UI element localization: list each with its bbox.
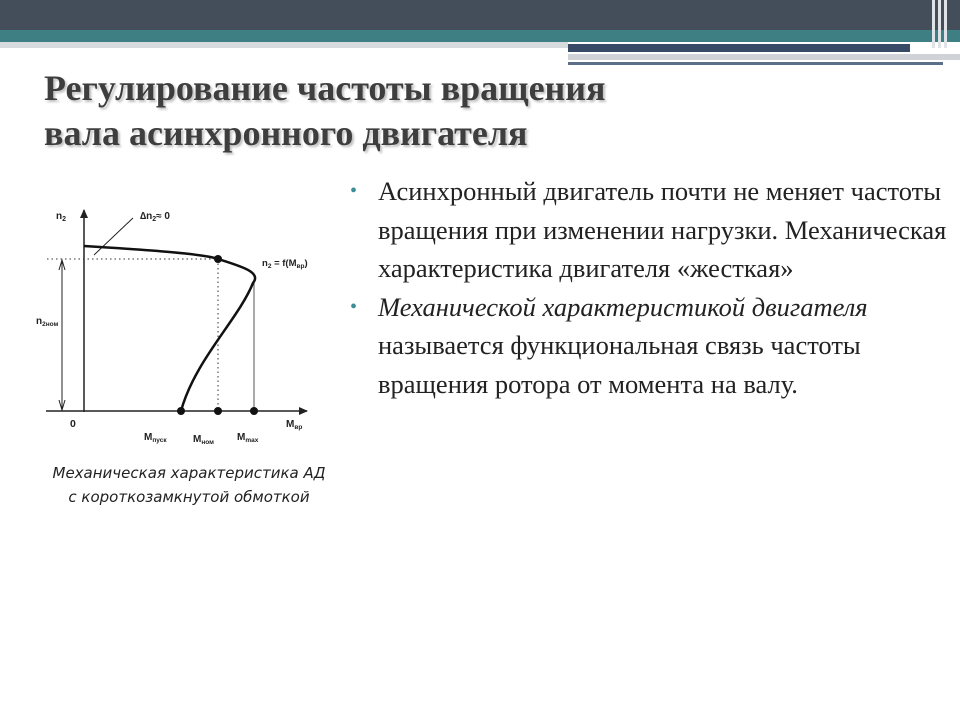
corner-stripe [932, 0, 935, 48]
corner-stripe [944, 0, 947, 48]
nominal-point [214, 255, 222, 263]
bullet-term: Механической характеристикой двигателя [378, 291, 868, 322]
header-bar-dark [0, 0, 960, 30]
nominal-torque-point [214, 407, 222, 415]
bullet-item [348, 288, 948, 404]
label-origin-zero: 0 [70, 418, 76, 430]
header-stripe-grey-2 [568, 54, 960, 60]
start-torque-point [177, 407, 185, 415]
bullet-text: называется функциональная связь частоты вращения ротора от момента на валу. [378, 330, 861, 399]
characteristic-curve [84, 246, 255, 411]
slide-title: Регулирование частоты вращения вала асинхронного двигателя [44, 68, 606, 153]
corner-stripe [938, 0, 941, 48]
header-stripe-navy [568, 44, 910, 52]
header-stripe-navy-2 [568, 62, 943, 65]
header-bar-teal [0, 30, 960, 42]
bullet-dot-icon: • [350, 295, 358, 318]
label-m-pusk: $M_{пуск}$ [144, 432, 167, 444]
label-n2nom: $n_{2ном}$ [36, 316, 59, 328]
mechanical-characteristic-diagram [0, 190, 345, 460]
bullet-item [348, 172, 948, 288]
caption-line: с короткозамкнутой обмоткой [68, 488, 310, 506]
bullet-list [348, 172, 948, 403]
label-m-max: $M_{max}$ [237, 432, 259, 444]
label-curve-equation: $n_2 = f(M_{вр})$ [262, 258, 308, 270]
label-m-vr: $M_{вр}$ [286, 419, 303, 431]
label-delta-n2: $\Delta n_2\approx 0$ [140, 211, 170, 223]
label-m-nom: $M_{ном}$ [193, 434, 214, 446]
header-stripe-grey [0, 42, 568, 48]
max-torque-point [250, 407, 258, 415]
bullet-text: Асинхронный двигатель почти не меняет частоты вращения при изменении нагрузки. Механическая характеристика двигателя «жесткая» [378, 176, 947, 283]
diagram-caption [20, 461, 358, 509]
caption-line: Механическая характеристика АД [52, 464, 326, 482]
bullet-dot-icon: • [350, 180, 358, 202]
label-n2: $n_2$ [56, 211, 67, 223]
